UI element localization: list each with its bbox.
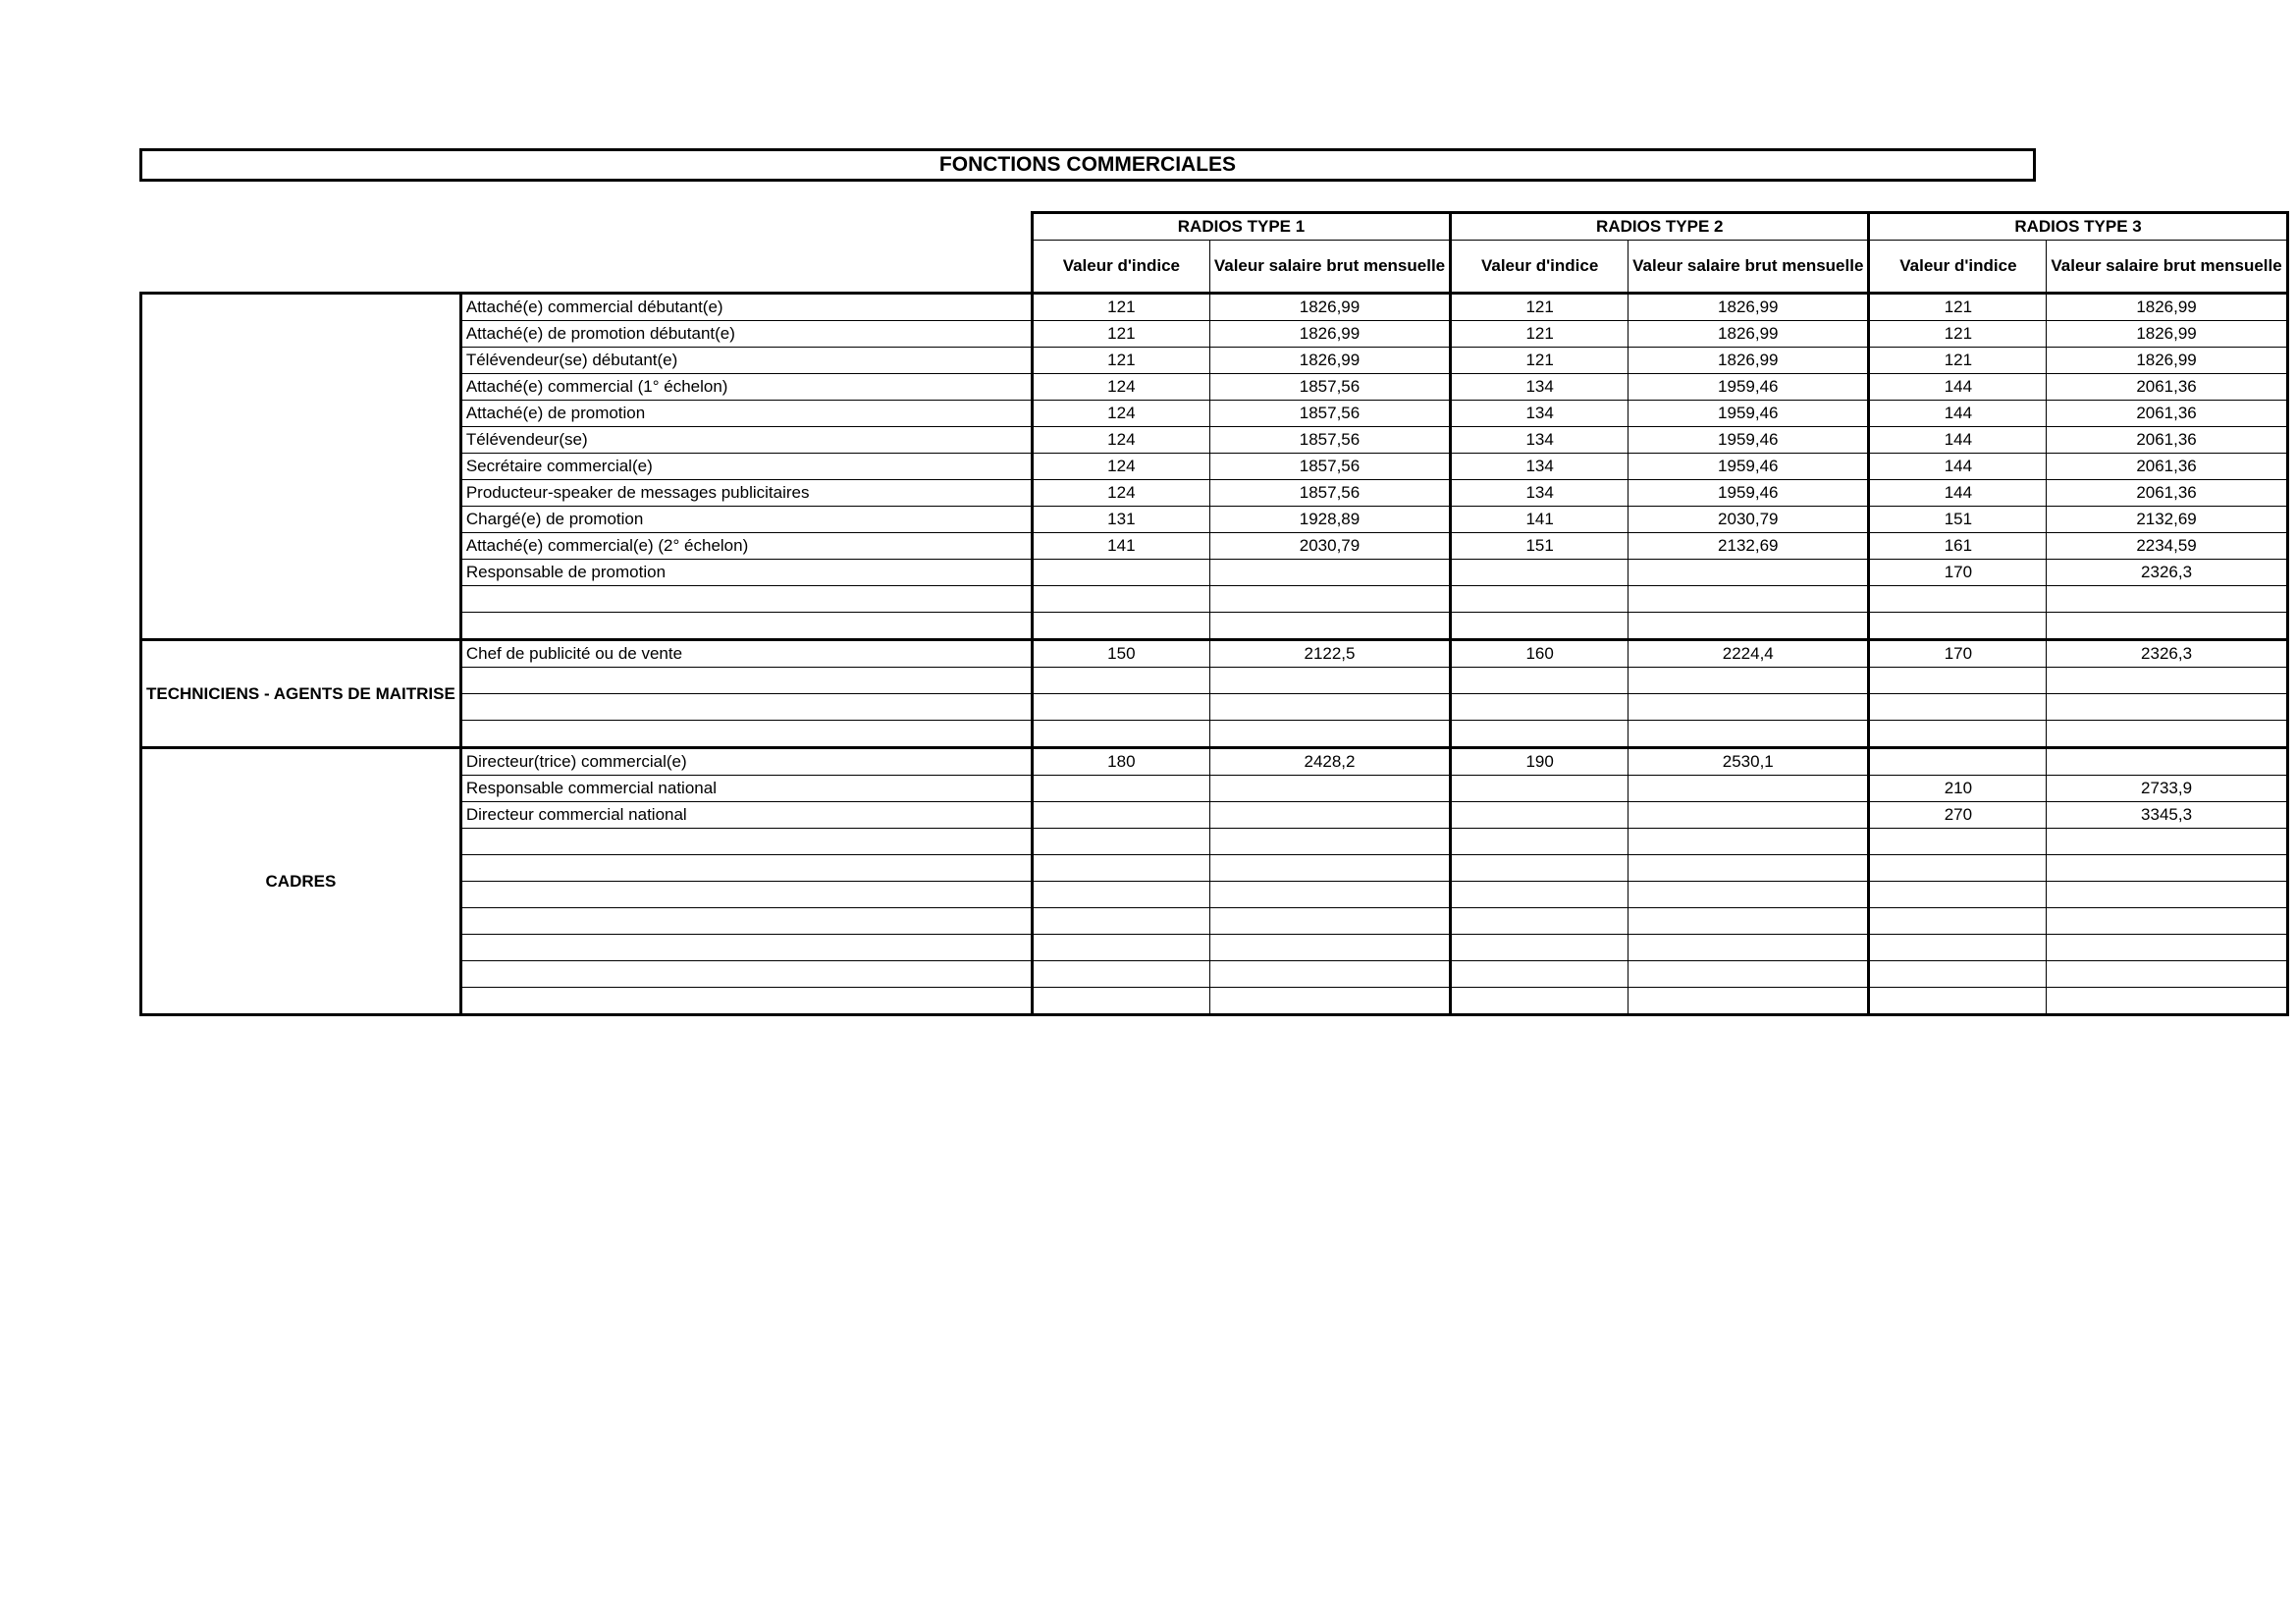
table-row (141, 776, 2288, 802)
indice-value-cell (1451, 802, 1629, 829)
table-row (141, 560, 2288, 586)
indice-value-cell: 121 (1451, 348, 1629, 374)
job-title-cell: Directeur commercial national (460, 802, 1032, 829)
salary-value-cell: 1826,99 (1209, 321, 1450, 348)
sub-header-salaire: Valeur salaire brut mensuelle (1209, 241, 1450, 294)
indice-value-cell (1869, 668, 2047, 694)
category-label: TECHNICIENS - AGENTS DE MAITRISE (141, 640, 461, 748)
job-title-cell: Chargé(e) de promotion (460, 507, 1032, 533)
salary-value-cell (2047, 908, 2287, 935)
job-title-cell (460, 882, 1032, 908)
salary-value-cell (2047, 694, 2287, 721)
salary-value-cell (1629, 855, 1869, 882)
salary-value-cell (1629, 776, 1869, 802)
sub-header-indice: Valeur d'indice (1451, 241, 1629, 294)
indice-value-cell: 141 (1451, 507, 1629, 533)
salary-value-cell (2047, 988, 2287, 1015)
indice-value-cell (1869, 882, 2047, 908)
salary-value-cell: 2132,69 (2047, 507, 2287, 533)
indice-value-cell (1032, 908, 1209, 935)
salary-value-cell (1209, 988, 1450, 1015)
sub-header-indice: Valeur d'indice (1032, 241, 1209, 294)
indice-value-cell (1032, 776, 1209, 802)
salary-value-cell (1209, 829, 1450, 855)
salary-value-cell: 2234,59 (2047, 533, 2287, 560)
table-row (141, 935, 2288, 961)
indice-value-cell: 124 (1032, 454, 1209, 480)
indice-value-cell (1032, 961, 1209, 988)
indice-value-cell (1451, 586, 1629, 613)
salary-value-cell: 1857,56 (1209, 401, 1450, 427)
indice-value-cell (1869, 961, 2047, 988)
job-title-cell (460, 961, 1032, 988)
salary-value-cell (1629, 935, 1869, 961)
indice-value-cell: 134 (1451, 401, 1629, 427)
indice-value-cell (1451, 668, 1629, 694)
category-label: CADRES (141, 748, 461, 1015)
salary-value-cell: 2030,79 (1629, 507, 1869, 533)
indice-value-cell: 131 (1032, 507, 1209, 533)
salary-value-cell (1209, 802, 1450, 829)
salary-value-cell (1209, 776, 1450, 802)
job-title-cell: Attaché(e) de promotion (460, 401, 1032, 427)
salary-value-cell: 1826,99 (2047, 348, 2287, 374)
indice-value-cell (1869, 586, 2047, 613)
indice-value-cell: 134 (1451, 374, 1629, 401)
indice-value-cell (1032, 721, 1209, 748)
salary-value-cell: 2061,36 (2047, 480, 2287, 507)
salary-value-cell (1209, 694, 1450, 721)
table-row (141, 640, 2288, 668)
salary-value-cell (2047, 882, 2287, 908)
table-row (141, 829, 2288, 855)
indice-value-cell (1869, 721, 2047, 748)
salary-value-cell (2047, 748, 2287, 776)
salary-value-cell (1209, 855, 1450, 882)
indice-value-cell (1869, 855, 2047, 882)
salary-value-cell (1629, 802, 1869, 829)
table-row (141, 586, 2288, 613)
salary-value-cell: 3345,3 (2047, 802, 2287, 829)
salary-value-cell (1209, 586, 1450, 613)
table-row (141, 427, 2288, 454)
salary-value-cell: 2061,36 (2047, 454, 2287, 480)
salary-value-cell: 2326,3 (2047, 560, 2287, 586)
indice-value-cell: 124 (1032, 374, 1209, 401)
salary-value-cell: 1826,99 (1209, 294, 1450, 321)
indice-value-cell (1869, 935, 2047, 961)
salary-value-cell (2047, 961, 2287, 988)
salary-value-cell (1209, 882, 1450, 908)
job-title-cell: Chef de publicité ou de vente (460, 640, 1032, 668)
job-title-cell: Attaché(e) commercial(e) (2° échelon) (460, 533, 1032, 560)
indice-value-cell: 144 (1869, 401, 2047, 427)
indice-value-cell (1451, 935, 1629, 961)
salary-value-cell (1629, 961, 1869, 988)
indice-value-cell: 141 (1032, 533, 1209, 560)
indice-value-cell (1032, 988, 1209, 1015)
indice-value-cell: 121 (1451, 321, 1629, 348)
salary-value-cell (1629, 829, 1869, 855)
job-title-cell (460, 935, 1032, 961)
group-header-radios-type-1: RADIOS TYPE 1 (1032, 213, 1450, 241)
salary-value-cell (2047, 829, 2287, 855)
salary-value-cell: 1826,99 (2047, 321, 2287, 348)
indice-value-cell (1451, 721, 1629, 748)
table-row (141, 668, 2288, 694)
indice-value-cell: 270 (1869, 802, 2047, 829)
salary-value-cell (1209, 908, 1450, 935)
table-row (141, 348, 2288, 374)
indice-value-cell (1032, 802, 1209, 829)
salary-value-cell: 2428,2 (1209, 748, 1450, 776)
salary-value-cell (2047, 855, 2287, 882)
indice-value-cell (1451, 988, 1629, 1015)
salary-value-cell (1209, 961, 1450, 988)
job-title-cell (460, 908, 1032, 935)
sub-header-indice: Valeur d'indice (1869, 241, 2047, 294)
indice-value-cell (1451, 829, 1629, 855)
salary-value-cell (1629, 721, 1869, 748)
salary-value-cell: 1857,56 (1209, 374, 1450, 401)
salary-value-cell (2047, 613, 2287, 640)
indice-value-cell: 151 (1869, 507, 2047, 533)
indice-value-cell (1451, 882, 1629, 908)
job-title-cell: Secrétaire commercial(e) (460, 454, 1032, 480)
salary-value-cell: 1959,46 (1629, 401, 1869, 427)
page-title: FONCTIONS COMMERCIALES (139, 148, 2036, 182)
job-title-cell: Producteur-speaker de messages publicitaires (460, 480, 1032, 507)
job-title-cell (460, 988, 1032, 1015)
salary-value-cell: 1826,99 (1629, 348, 1869, 374)
salary-value-cell: 2122,5 (1209, 640, 1450, 668)
job-title-cell: Responsable de promotion (460, 560, 1032, 586)
job-title-cell (460, 668, 1032, 694)
salary-value-cell (1629, 586, 1869, 613)
table-row (141, 321, 2288, 348)
salary-table (139, 211, 2289, 1016)
salary-value-cell (1209, 721, 1450, 748)
indice-value-cell (1869, 829, 2047, 855)
indice-value-cell (1451, 560, 1629, 586)
indice-value-cell: 121 (1869, 348, 2047, 374)
indice-value-cell (1869, 613, 2047, 640)
indice-value-cell (1451, 961, 1629, 988)
group-header-row (141, 213, 2288, 241)
indice-value-cell: 121 (1869, 321, 2047, 348)
table-row (141, 533, 2288, 560)
indice-value-cell: 190 (1451, 748, 1629, 776)
salary-value-cell: 2061,36 (2047, 427, 2287, 454)
job-title-cell (460, 829, 1032, 855)
salary-value-cell: 2530,1 (1629, 748, 1869, 776)
indice-value-cell (1869, 748, 2047, 776)
job-title-cell (460, 721, 1032, 748)
sub-header-salaire: Valeur salaire brut mensuelle (1629, 241, 1869, 294)
indice-value-cell: 124 (1032, 480, 1209, 507)
job-title-cell (460, 586, 1032, 613)
job-title-cell (460, 613, 1032, 640)
salary-value-cell (1629, 613, 1869, 640)
category-label (141, 294, 461, 640)
indice-value-cell: 134 (1451, 427, 1629, 454)
salary-value-cell: 1826,99 (1629, 294, 1869, 321)
indice-value-cell (1032, 935, 1209, 961)
indice-value-cell: 144 (1869, 427, 2047, 454)
indice-value-cell: 121 (1032, 321, 1209, 348)
indice-value-cell (1869, 988, 2047, 1015)
table-row (141, 748, 2288, 776)
salary-value-cell: 1928,89 (1209, 507, 1450, 533)
salary-value-cell (1209, 613, 1450, 640)
salary-value-cell (2047, 721, 2287, 748)
indice-value-cell (1032, 586, 1209, 613)
salary-value-cell (1629, 988, 1869, 1015)
indice-value-cell (1032, 613, 1209, 640)
table-row (141, 401, 2288, 427)
salary-value-cell (1629, 668, 1869, 694)
job-title-cell: Directeur(trice) commercial(e) (460, 748, 1032, 776)
salary-value-cell: 2224,4 (1629, 640, 1869, 668)
indice-value-cell: 121 (1869, 294, 2047, 321)
indice-value-cell (1032, 829, 1209, 855)
indice-value-cell (1032, 560, 1209, 586)
table-row (141, 454, 2288, 480)
table-row (141, 802, 2288, 829)
indice-value-cell: 124 (1032, 427, 1209, 454)
salary-value-cell (1209, 668, 1450, 694)
indice-value-cell: 121 (1451, 294, 1629, 321)
job-title-cell: Attaché(e) commercial (1° échelon) (460, 374, 1032, 401)
salary-value-cell: 1959,46 (1629, 427, 1869, 454)
indice-value-cell (1032, 855, 1209, 882)
indice-value-cell: 180 (1032, 748, 1209, 776)
table-row (141, 480, 2288, 507)
job-title-cell (460, 855, 1032, 882)
indice-value-cell (1451, 776, 1629, 802)
indice-value-cell (1451, 855, 1629, 882)
salary-value-cell: 2326,3 (2047, 640, 2287, 668)
salary-value-cell: 1959,46 (1629, 480, 1869, 507)
indice-value-cell (1032, 694, 1209, 721)
salary-value-cell: 2061,36 (2047, 374, 2287, 401)
indice-value-cell: 210 (1869, 776, 2047, 802)
group-header-radios-type-3: RADIOS TYPE 3 (1869, 213, 2287, 241)
indice-value-cell (1869, 694, 2047, 721)
table-row (141, 908, 2288, 935)
salary-value-cell: 1959,46 (1629, 374, 1869, 401)
salary-value-cell: 2132,69 (1629, 533, 1869, 560)
table-row (141, 988, 2288, 1015)
table-row (141, 694, 2288, 721)
salary-value-cell: 2733,9 (2047, 776, 2287, 802)
salary-value-cell (1209, 935, 1450, 961)
table-row (141, 721, 2288, 748)
job-title-cell: Attaché(e) commercial débutant(e) (460, 294, 1032, 321)
salary-value-cell: 1826,99 (2047, 294, 2287, 321)
indice-value-cell: 134 (1451, 480, 1629, 507)
table-row (141, 855, 2288, 882)
indice-value-cell: 170 (1869, 560, 2047, 586)
indice-value-cell (1451, 694, 1629, 721)
indice-value-cell (1032, 882, 1209, 908)
indice-value-cell (1032, 668, 1209, 694)
indice-value-cell (1451, 908, 1629, 935)
table-row (141, 374, 2288, 401)
indice-value-cell: 161 (1869, 533, 2047, 560)
salary-value-cell (1209, 560, 1450, 586)
job-title-cell: Attaché(e) de promotion débutant(e) (460, 321, 1032, 348)
indice-value-cell: 150 (1032, 640, 1209, 668)
table-row (141, 507, 2288, 533)
indice-value-cell: 170 (1869, 640, 2047, 668)
sub-header-salaire: Valeur salaire brut mensuelle (2047, 241, 2287, 294)
salary-value-cell: 1857,56 (1209, 480, 1450, 507)
table-row (141, 613, 2288, 640)
indice-value-cell: 144 (1869, 480, 2047, 507)
group-header-radios-type-2: RADIOS TYPE 2 (1451, 213, 1869, 241)
salary-value-cell: 1826,99 (1209, 348, 1450, 374)
table-row (141, 961, 2288, 988)
salary-value-cell (1629, 560, 1869, 586)
salary-value-cell (2047, 935, 2287, 961)
indice-value-cell: 121 (1032, 348, 1209, 374)
salary-value-cell: 1959,46 (1629, 454, 1869, 480)
table-body (141, 294, 2288, 1015)
job-title-cell: Télévendeur(se) débutant(e) (460, 348, 1032, 374)
job-title-cell (460, 694, 1032, 721)
job-title-cell: Responsable commercial national (460, 776, 1032, 802)
indice-value-cell: 144 (1869, 454, 2047, 480)
salary-value-cell (2047, 586, 2287, 613)
indice-value-cell (1451, 613, 1629, 640)
indice-value-cell: 134 (1451, 454, 1629, 480)
table-row (141, 294, 2288, 321)
salary-value-cell (1629, 908, 1869, 935)
salary-value-cell: 1826,99 (1629, 321, 1869, 348)
salary-value-cell: 2030,79 (1209, 533, 1450, 560)
salary-value-cell: 1857,56 (1209, 427, 1450, 454)
salary-value-cell (2047, 668, 2287, 694)
table-row (141, 882, 2288, 908)
indice-value-cell: 144 (1869, 374, 2047, 401)
indice-value-cell (1869, 908, 2047, 935)
indice-value-cell: 124 (1032, 401, 1209, 427)
salary-value-cell (1629, 882, 1869, 908)
salary-value-cell (1629, 694, 1869, 721)
header-blank (141, 213, 1033, 294)
job-title-cell: Télévendeur(se) (460, 427, 1032, 454)
indice-value-cell: 160 (1451, 640, 1629, 668)
indice-value-cell: 151 (1451, 533, 1629, 560)
salary-value-cell: 2061,36 (2047, 401, 2287, 427)
salary-value-cell: 1857,56 (1209, 454, 1450, 480)
indice-value-cell: 121 (1032, 294, 1209, 321)
